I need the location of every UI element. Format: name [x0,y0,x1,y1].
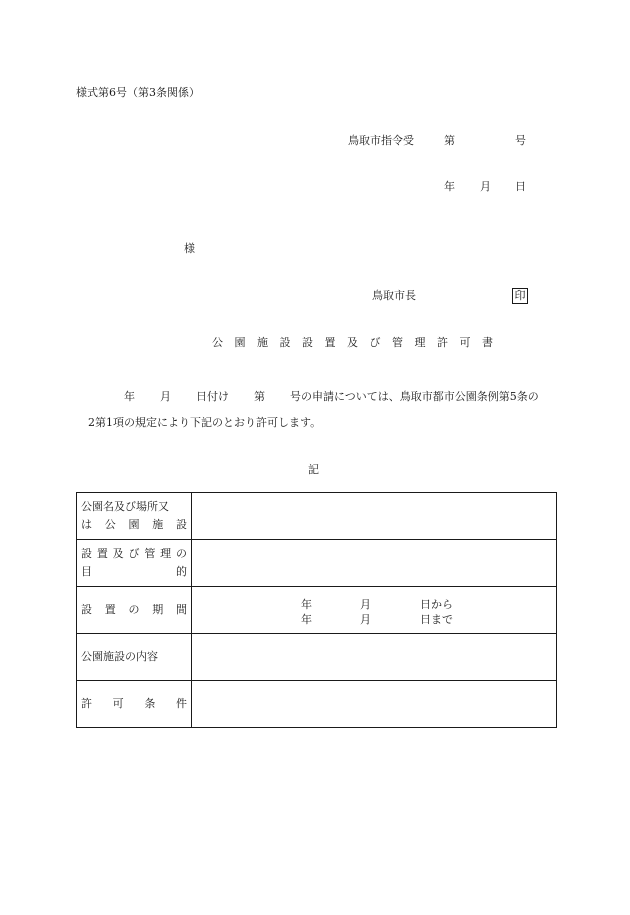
park-name-value [192,493,557,540]
table-row-purpose [77,540,557,587]
facility-content-value [192,634,557,681]
form-number: 様式第6号（第3条関係） [76,86,200,99]
record-heading: 記 [308,463,319,476]
table-row-park-name [77,493,557,540]
table-row-facility-content [77,634,557,681]
period-to-month: 月 [360,613,371,626]
conditions-label: 許 可 条 件 [77,681,192,728]
park-name-label-line1: 公園名及び場所又 [81,500,169,513]
purpose-label [77,540,192,587]
period-to-day: 日まで [420,613,453,626]
period-from-day: 日から [420,598,453,611]
conditions-value [192,681,557,728]
number-suffix: 号 [515,134,526,147]
purpose-label-line2: 目 的 [81,565,187,578]
park-name-label-line2: は 公 園 施 設 [81,518,187,531]
signer-name: 鳥取市長 [372,289,416,302]
seal-mark: 印 [512,288,528,304]
body-date-suffix: 日付け [196,390,229,403]
document-title: 公 園 施 設 設 置 及 び 管 理 許 可 書 [212,336,497,349]
addressee-honorific: 様 [184,242,195,255]
date-month: 月 [480,180,491,193]
purpose-label-line1: 設 置 及 び 管 理 の [81,547,187,560]
period-value [192,587,557,634]
date-year: 年 [444,180,455,193]
table-row-conditions [77,681,557,728]
period-to-year: 年 [301,613,312,626]
date-day: 日 [515,180,526,193]
period-from-year: 年 [301,598,312,611]
period-label: 設 置 の 期 間 [77,587,192,634]
purpose-value [192,540,557,587]
body-line2: 2第1項の規定により下記のとおり許可します。 [88,416,322,429]
permit-details-table [76,492,557,728]
issuer-reference: 鳥取市指令受 [348,134,414,147]
body-year: 年 [124,390,135,403]
number-prefix: 第 [444,134,455,147]
facility-content-label: 公園施設の内容 [77,634,192,681]
body-number-prefix: 第 [254,390,265,403]
table-row-period [77,587,557,634]
body-line1-rest: 号の申請については、鳥取市都市公園条例第5条の [290,390,539,403]
body-month: 月 [160,390,171,403]
period-from-month: 月 [360,598,371,611]
park-name-label [77,493,192,540]
seal-stamp [512,288,528,304]
